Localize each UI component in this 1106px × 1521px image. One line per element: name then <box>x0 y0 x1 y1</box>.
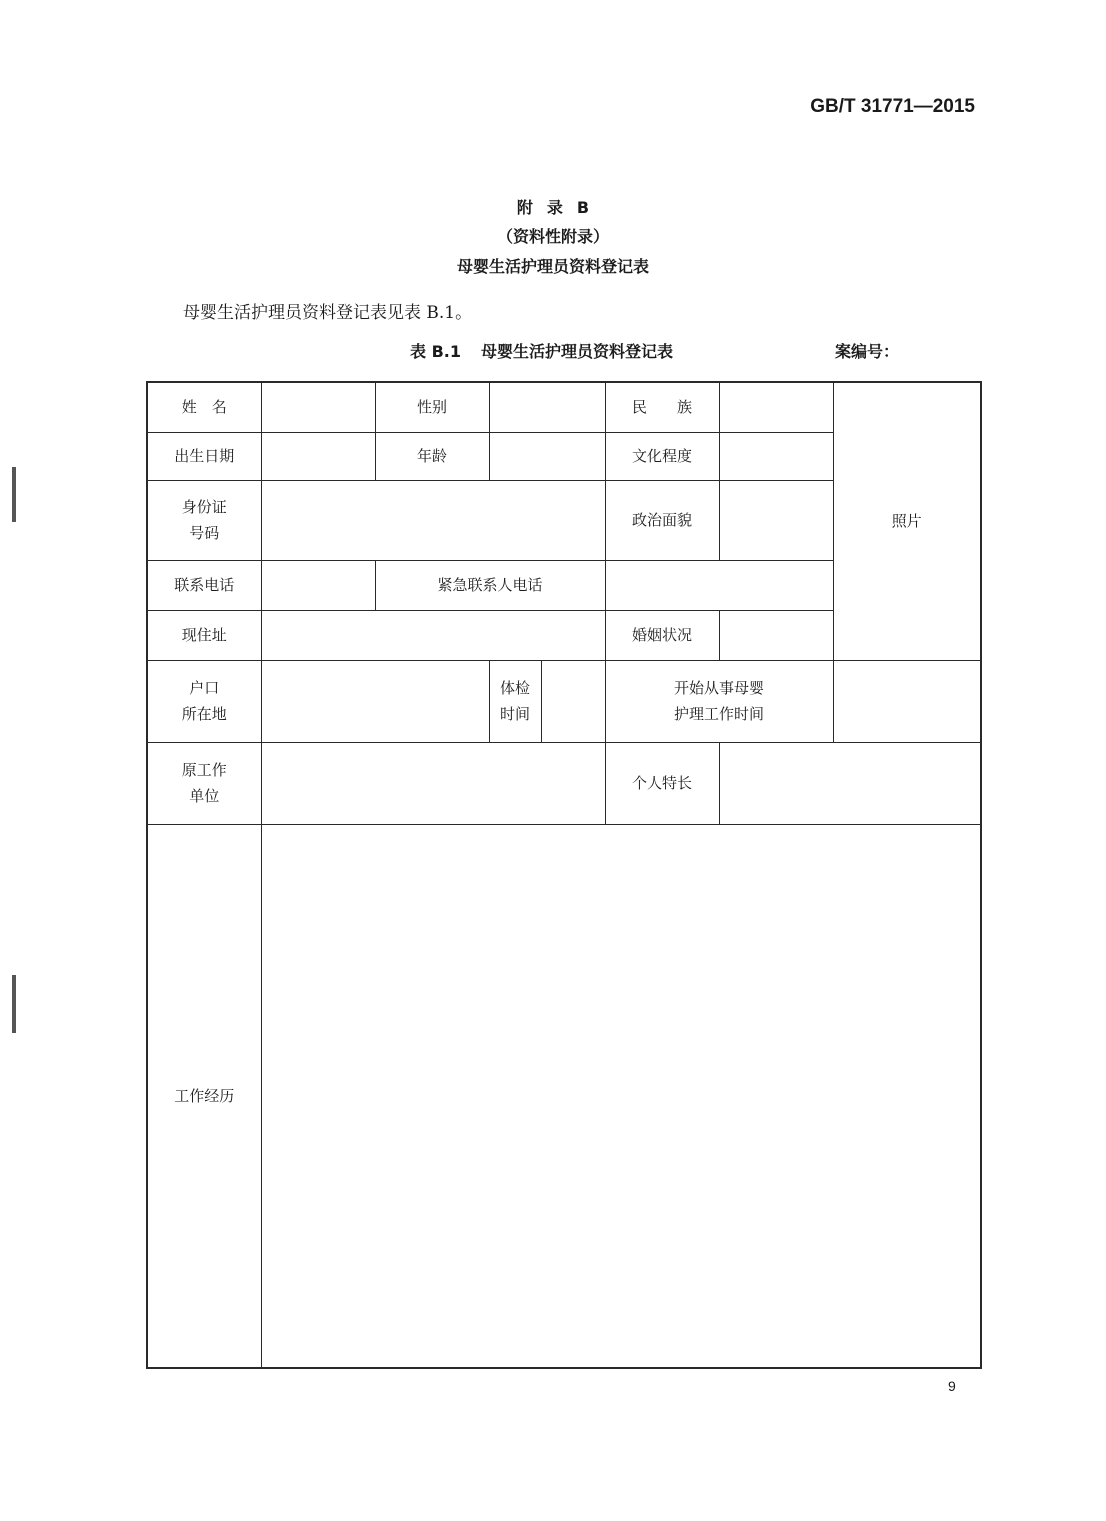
label-checkup-line2: 时间 <box>500 705 531 723</box>
input-name[interactable] <box>261 382 375 432</box>
input-start-work-time[interactable] <box>833 660 981 742</box>
input-address[interactable] <box>261 610 605 660</box>
intro-text: 母婴生活护理员资料登记表见表 B.1。 <box>183 303 473 323</box>
input-birth-date[interactable] <box>261 432 375 480</box>
label-age: 年龄 <box>375 432 489 480</box>
label-start-work-line1: 开始从事母婴 <box>674 679 765 697</box>
label-birth-date: 出生日期 <box>147 432 261 480</box>
label-address: 现住址 <box>147 610 261 660</box>
label-emergency-phone: 紧急联系人电话 <box>375 560 605 610</box>
input-phone[interactable] <box>261 560 375 610</box>
label-checkup-time <box>489 660 541 742</box>
input-checkup-time[interactable] <box>541 660 605 742</box>
input-ethnicity[interactable] <box>719 382 833 432</box>
input-id-card[interactable] <box>261 480 605 560</box>
label-checkup-line1: 体检 <box>500 679 531 697</box>
input-age[interactable] <box>489 432 605 480</box>
input-emergency-phone[interactable] <box>605 560 833 610</box>
input-political-status[interactable] <box>719 480 833 560</box>
table-title: 母婴生活护理员资料登记表 <box>480 342 673 361</box>
label-gender: 性别 <box>375 382 489 432</box>
input-hukou[interactable] <box>261 660 489 742</box>
label-hukou <box>147 660 261 742</box>
standard-code: GB/T 31771—2015 <box>810 96 975 117</box>
label-hukou-line2: 所在地 <box>181 705 227 723</box>
label-hukou-line1: 户口 <box>189 679 220 697</box>
appendix-title: 附录B <box>516 198 604 217</box>
label-former-employer-line1: 原工作 <box>181 761 227 779</box>
input-specialty[interactable] <box>719 742 981 824</box>
page-number: 9 <box>948 1378 956 1394</box>
input-education[interactable] <box>719 432 833 480</box>
label-specialty: 个人特长 <box>605 742 719 824</box>
label-name: 姓 名 <box>147 382 261 432</box>
label-former-employer-line2: 单位 <box>189 787 220 805</box>
label-work-history: 工作经历 <box>147 824 261 1368</box>
label-phone: 联系电话 <box>147 560 261 610</box>
case-number-label: 案编号： <box>835 342 900 361</box>
label-id-card-line1: 身份证 <box>181 498 227 516</box>
label-former-employer <box>147 742 261 824</box>
label-political-status: 政治面貌 <box>605 480 719 560</box>
table-caption <box>410 339 673 362</box>
input-gender[interactable] <box>489 382 605 432</box>
label-start-work-time <box>605 660 833 742</box>
label-marital-status: 婚姻状况 <box>605 610 719 660</box>
label-start-work-line2: 护理工作时间 <box>674 705 765 723</box>
label-ethnicity: 民 族 <box>605 382 719 432</box>
table-number: 表 B.1 <box>410 342 461 361</box>
input-marital-status[interactable] <box>719 610 833 660</box>
appendix-name: 母婴生活护理员资料登记表 <box>456 257 649 276</box>
binding-mark-top <box>12 467 16 522</box>
input-former-employer[interactable] <box>261 742 605 824</box>
label-id-card-line2: 号码 <box>189 524 220 542</box>
registration-form-table <box>146 381 982 1369</box>
photo-area[interactable]: 照片 <box>833 382 981 660</box>
binding-mark-bottom <box>12 975 16 1033</box>
label-education: 文化程度 <box>605 432 719 480</box>
input-work-history[interactable] <box>261 824 981 1368</box>
appendix-type: （资料性附录） <box>496 227 609 246</box>
label-id-card <box>147 480 261 560</box>
